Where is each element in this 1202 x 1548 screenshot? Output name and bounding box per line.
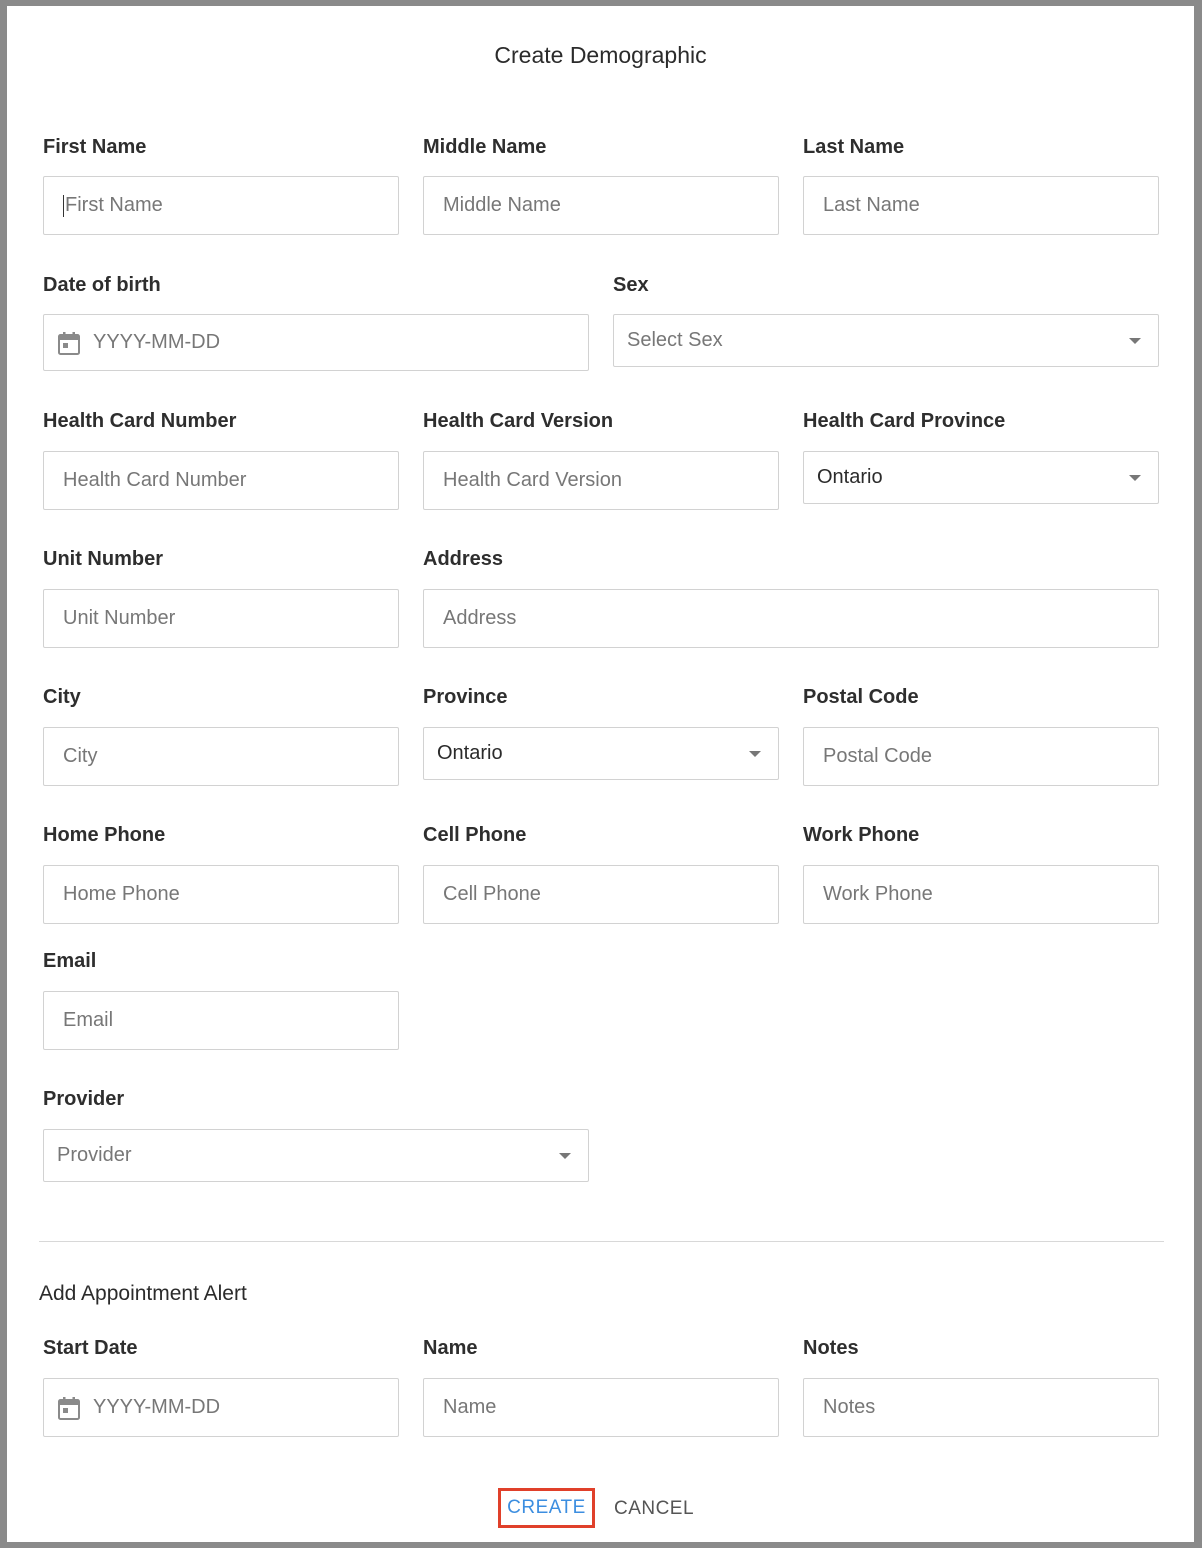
cancel-button[interactable]: CANCEL (609, 1490, 699, 1528)
city-placeholder: City (63, 745, 98, 767)
address-label: Address (423, 548, 504, 570)
first-name-placeholder: First Name (65, 194, 163, 216)
address-input[interactable] (423, 589, 1159, 648)
chevron-down-icon (749, 751, 761, 757)
dob-placeholder: YYYY-MM-DD (93, 331, 221, 353)
hc-number-placeholder: Health Card Number (63, 469, 247, 491)
unit-number-placeholder: Unit Number (63, 607, 176, 629)
section-divider (39, 1241, 1164, 1242)
email-placeholder: Email (63, 1009, 114, 1031)
start-date-label: Start Date (43, 1337, 138, 1359)
hc-province-select[interactable] (803, 451, 1159, 504)
email-label: Email (43, 950, 97, 972)
work-phone-input[interactable] (803, 865, 1159, 924)
provider-value: Provider (57, 1144, 132, 1166)
email-input[interactable] (43, 991, 399, 1050)
start-date-input[interactable] (43, 1378, 399, 1437)
postal-code-input[interactable] (803, 727, 1159, 786)
hc-number-label: Health Card Number (43, 410, 237, 432)
work-phone-placeholder: Work Phone (823, 883, 933, 905)
provider-label: Provider (43, 1088, 125, 1110)
alert-name-input[interactable] (423, 1378, 779, 1437)
text-cursor (63, 195, 64, 217)
dob-input[interactable] (43, 314, 589, 371)
hc-version-label: Health Card Version (423, 410, 614, 432)
first-name-input[interactable] (43, 176, 399, 235)
work-phone-label: Work Phone (803, 824, 920, 846)
home-phone-placeholder: Home Phone (63, 883, 180, 905)
dialog-title: Create Demographic (494, 42, 707, 68)
notes-placeholder: Notes (823, 1396, 876, 1418)
hc-province-value: Ontario (817, 466, 883, 488)
chevron-down-icon (1129, 338, 1141, 344)
province-select[interactable] (423, 727, 779, 780)
create-demographic-dialog (7, 6, 1194, 1542)
appointment-alert-heading: Add Appointment Alert (39, 1282, 247, 1305)
calendar-icon (58, 1396, 80, 1420)
alert-name-label: Name (423, 1337, 478, 1359)
hc-province-label: Health Card Province (803, 410, 1006, 432)
cell-phone-input[interactable] (423, 865, 779, 924)
middle-name-label: Middle Name (423, 136, 547, 158)
postal-code-label: Postal Code (803, 686, 919, 708)
dob-label: Date of birth (43, 274, 161, 296)
sex-value: Select Sex (627, 329, 723, 351)
last-name-placeholder: Last Name (823, 194, 920, 216)
home-phone-label: Home Phone (43, 824, 166, 846)
chevron-down-icon (1129, 475, 1141, 481)
create-button[interactable]: CREATE (498, 1488, 595, 1528)
middle-name-placeholder: Middle Name (443, 194, 561, 216)
unit-number-input[interactable] (43, 589, 399, 648)
cell-phone-label: Cell Phone (423, 824, 527, 846)
hc-version-input[interactable] (423, 451, 779, 510)
hc-version-placeholder: Health Card Version (443, 469, 622, 491)
province-label: Province (423, 686, 508, 708)
last-name-input[interactable] (803, 176, 1159, 235)
cell-phone-placeholder: Cell Phone (443, 883, 541, 905)
start-date-placeholder: YYYY-MM-DD (93, 1396, 221, 1418)
postal-code-placeholder: Postal Code (823, 745, 932, 767)
alert-name-placeholder: Name (443, 1396, 497, 1418)
chevron-down-icon (559, 1153, 571, 1159)
middle-name-input[interactable] (423, 176, 779, 235)
notes-input[interactable] (803, 1378, 1159, 1437)
city-label: City (43, 686, 81, 708)
province-value: Ontario (437, 742, 503, 764)
sex-select[interactable] (613, 314, 1159, 367)
home-phone-input[interactable] (43, 865, 399, 924)
calendar-icon (58, 331, 80, 355)
sex-label: Sex (613, 274, 649, 296)
notes-label: Notes (803, 1337, 859, 1359)
last-name-label: Last Name (803, 136, 905, 158)
address-placeholder: Address (443, 607, 517, 629)
unit-number-label: Unit Number (43, 548, 163, 570)
provider-select[interactable] (43, 1129, 589, 1182)
city-input[interactable] (43, 727, 399, 786)
hc-number-input[interactable] (43, 451, 399, 510)
first-name-label: First Name (43, 136, 147, 158)
